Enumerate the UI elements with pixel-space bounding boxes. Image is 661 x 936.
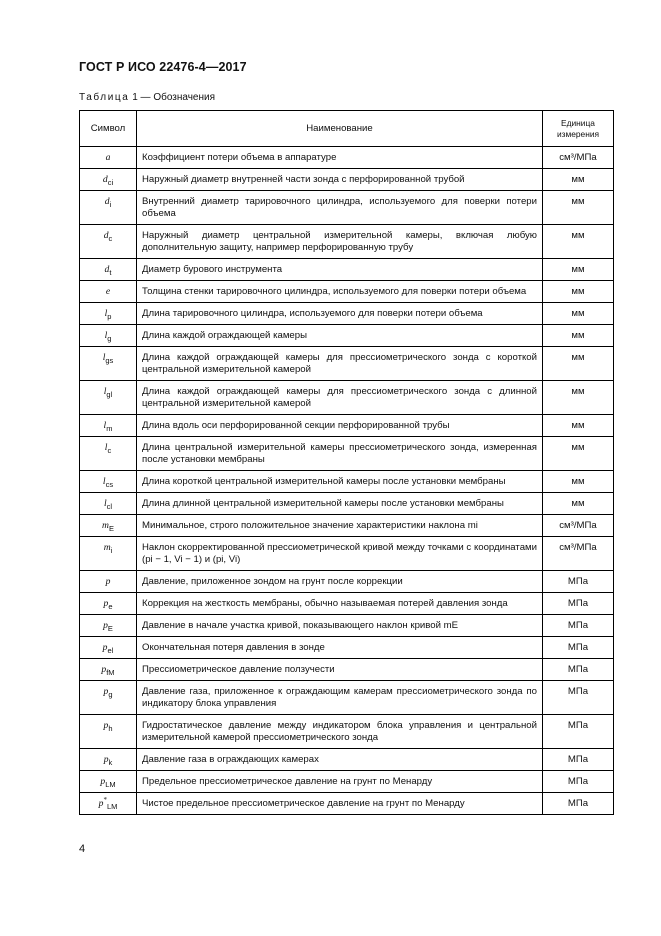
unit-cell: мм <box>543 191 614 225</box>
table-row <box>80 259 614 281</box>
unit-cell: МПа <box>543 793 614 815</box>
symbol-cell <box>80 515 137 537</box>
symbol-letter: m <box>102 520 109 531</box>
table-caption <box>79 92 215 103</box>
symbol-cell <box>80 471 137 493</box>
symbol-letter: l <box>103 420 107 431</box>
symbol-cell <box>80 303 137 325</box>
table-row <box>80 615 614 637</box>
table-row <box>80 749 614 771</box>
symbol-subscript: LM <box>106 802 118 811</box>
unit-cell: мм <box>543 415 614 437</box>
symbol-superscript: * <box>103 796 107 804</box>
table-row <box>80 659 614 681</box>
symbol-letter: p <box>103 686 109 697</box>
name-cell: Прессиометрическое давление ползучести <box>137 659 543 681</box>
symbol-letter: l <box>102 352 106 363</box>
table-caption-label: Таблица <box>79 92 130 103</box>
table-header-row <box>80 111 614 147</box>
table-row <box>80 637 614 659</box>
unit-cell: мм <box>543 169 614 191</box>
symbol-subscript: c <box>108 234 113 243</box>
table-row <box>80 281 614 303</box>
symbol-letter: p <box>105 576 111 587</box>
name-cell: Длина центральной измерительной камеры прессиометрического зонда, измеренная после установки мембраны <box>137 437 543 471</box>
symbols-table <box>79 110 614 815</box>
unit-cell: мм <box>543 281 614 303</box>
name-cell: Чистое предельное прессиометрическое давление на грунт по Менарду <box>137 793 543 815</box>
symbol-cell <box>80 715 137 749</box>
name-cell: Коррекция на жесткость мембраны, обычно называемая потерей давления зонда <box>137 593 543 615</box>
name-cell: Длина короткой центральной измерительной камеры после установки мембраны <box>137 471 543 493</box>
name-cell: Внутренний диаметр тарировочного цилиндра, используемого для поверки потери объема <box>137 191 543 225</box>
name-cell: Толщина стенки тарировочного цилиндра, используемого для поверки потери объема <box>137 281 543 303</box>
table-row <box>80 715 614 749</box>
unit-cell: МПа <box>543 715 614 749</box>
document-header: ГОСТ Р ИСО 22476-4—2017 <box>79 60 247 74</box>
table-caption-text: 1 — Обозначения <box>132 92 216 103</box>
name-cell: Давление газа в ограждающих камерах <box>137 749 543 771</box>
symbol-subscript: p <box>107 312 112 321</box>
name-cell: Длина тарировочного цилиндра, используемого для поверки потери объема <box>137 303 543 325</box>
unit-cell: МПа <box>543 571 614 593</box>
unit-cell: см³/МПа <box>543 537 614 571</box>
unit-cell: мм <box>543 437 614 471</box>
symbol-letter: p <box>98 798 104 809</box>
unit-cell: мм <box>543 259 614 281</box>
symbol-cell <box>80 659 137 681</box>
symbol-cell <box>80 147 137 169</box>
symbol-letter: d <box>102 174 108 185</box>
table-row <box>80 471 614 493</box>
symbol-cell <box>80 381 137 415</box>
table-row <box>80 347 614 381</box>
unit-cell: см³/МПа <box>543 515 614 537</box>
symbol-cell <box>80 571 137 593</box>
table-row <box>80 593 614 615</box>
symbol-letter: p <box>103 598 109 609</box>
symbol-subscript: i <box>109 200 112 209</box>
name-cell: Длина каждой ограждающей камеры <box>137 325 543 347</box>
symbol-subscript: c <box>107 446 112 455</box>
name-cell: Длина каждой ограждающей камеры для прессиометрического зонда с длинной центральной измерительной камерой <box>137 381 543 415</box>
symbol-subscript: g <box>108 690 113 699</box>
symbol-cell <box>80 281 137 303</box>
symbol-cell <box>80 537 137 571</box>
table-row <box>80 191 614 225</box>
symbol-subscript: gs <box>105 356 114 365</box>
table-row <box>80 147 614 169</box>
symbol-cell <box>80 415 137 437</box>
column-header-unit: Единица измерения <box>543 111 614 147</box>
symbol-subscript: el <box>107 646 114 655</box>
name-cell: Длина вдоль оси перфорированной секции перфорированной трубы <box>137 415 543 437</box>
name-cell: Наружный диаметр центральной измерительной камеры, включая любую дополнительную защиту, например перфорированную трубу <box>137 225 543 259</box>
table-row <box>80 793 614 815</box>
symbol-cell <box>80 771 137 793</box>
unit-cell: мм <box>543 347 614 381</box>
symbol-letter: l <box>104 442 108 453</box>
symbol-letter: l <box>102 476 106 487</box>
symbol-letter: p <box>103 620 108 631</box>
symbol-letter: l <box>104 330 108 341</box>
symbol-cell <box>80 793 137 815</box>
name-cell: Длина длинной центральной измерительной камеры после установки мембраны <box>137 493 543 515</box>
symbol-subscript: fM <box>106 668 115 677</box>
table-row <box>80 381 614 415</box>
symbol-subscript: i <box>110 546 113 555</box>
symbol-cell <box>80 169 137 191</box>
unit-cell: МПа <box>543 593 614 615</box>
column-header-symbol: Символ <box>80 111 137 147</box>
symbol-letter: a <box>105 152 111 163</box>
unit-cell: мм <box>543 225 614 259</box>
name-cell: Диаметр бурового инструмента <box>137 259 543 281</box>
symbol-subscript: k <box>108 758 113 767</box>
table-row <box>80 415 614 437</box>
unit-cell: МПа <box>543 771 614 793</box>
unit-cell: мм <box>543 381 614 415</box>
symbol-subscript: LM <box>105 780 116 789</box>
symbol-letter: e <box>105 286 111 297</box>
name-cell: Длина каждой ограждающей камеры для прессиометрического зонда с короткой центральной измерительной камерой <box>137 347 543 381</box>
unit-cell: МПа <box>543 637 614 659</box>
symbol-cell <box>80 325 137 347</box>
symbol-letter: d <box>104 264 110 275</box>
symbol-subscript: h <box>108 724 113 733</box>
table-body <box>80 147 614 815</box>
symbol-letter: d <box>103 230 109 241</box>
column-header-name: Наименование <box>137 111 543 147</box>
symbol-cell <box>80 347 137 381</box>
symbol-cell <box>80 225 137 259</box>
symbol-letter: p <box>101 664 107 675</box>
name-cell: Коэффициент потери объема в аппаратуре <box>137 147 543 169</box>
symbol-cell <box>80 637 137 659</box>
name-cell: Давление газа, приложенное к ограждающим камерам прессиометрического зонда по индикатору блока управления <box>137 681 543 715</box>
table-row <box>80 303 614 325</box>
symbol-cell <box>80 681 137 715</box>
name-cell: Давление в начале участка кривой, показывающего наклон кривой mE <box>137 615 543 637</box>
table-row <box>80 493 614 515</box>
symbol-cell <box>80 493 137 515</box>
unit-cell: МПа <box>543 681 614 715</box>
symbol-letter: p <box>103 720 109 731</box>
symbol-subscript: E <box>107 624 113 633</box>
unit-cell: МПа <box>543 749 614 771</box>
symbol-cell <box>80 593 137 615</box>
symbol-subscript: cl <box>106 502 113 511</box>
name-cell: Давление, приложенное зондом на грунт после коррекции <box>137 571 543 593</box>
table-row <box>80 437 614 471</box>
table-row <box>80 537 614 571</box>
symbol-subscript: g <box>107 334 112 343</box>
symbol-subscript: E <box>108 524 114 533</box>
unit-cell: см³/МПа <box>543 147 614 169</box>
symbol-cell <box>80 259 137 281</box>
symbol-subscript: m <box>106 424 113 433</box>
symbol-letter: p <box>102 642 108 653</box>
symbol-subscript: cs <box>105 480 114 489</box>
symbol-subscript: t <box>109 268 112 277</box>
unit-cell: МПа <box>543 659 614 681</box>
table-row <box>80 515 614 537</box>
table-row <box>80 225 614 259</box>
symbol-letter: l <box>103 386 107 397</box>
unit-cell: мм <box>543 303 614 325</box>
symbol-cell <box>80 437 137 471</box>
name-cell: Наклон скорректированной прессиометрической кривой между точками с координатами (pi − 1, Vi − 1) и (pi, Vi) <box>137 537 543 571</box>
table-row <box>80 571 614 593</box>
name-cell: Гидростатическое давление между индикатором блока управления и центральной измерительной камерой прессиометрического зонда <box>137 715 543 749</box>
unit-cell: МПа <box>543 615 614 637</box>
symbol-letter: l <box>104 308 108 319</box>
symbol-letter: p <box>103 754 109 765</box>
table-row <box>80 771 614 793</box>
name-cell: Минимальное, строго положительное значение характеристики наклона mi <box>137 515 543 537</box>
table-row <box>80 681 614 715</box>
symbol-letter: m <box>103 542 111 553</box>
symbol-letter: p <box>100 776 106 787</box>
table-row <box>80 325 614 347</box>
symbol-subscript: e <box>108 602 113 611</box>
name-cell: Предельное прессиометрическое давление на грунт по Менарду <box>137 771 543 793</box>
unit-cell: мм <box>543 471 614 493</box>
unit-cell: мм <box>543 325 614 347</box>
symbol-letter: d <box>104 196 110 207</box>
symbol-cell <box>80 615 137 637</box>
table-row <box>80 169 614 191</box>
unit-cell: мм <box>543 493 614 515</box>
symbol-subscript: gl <box>106 390 113 399</box>
page-number: 4 <box>79 843 86 855</box>
symbol-cell <box>80 749 137 771</box>
name-cell: Наружный диаметр внутренней части зонда с перфорированной трубой <box>137 169 543 191</box>
name-cell: Окончательная потеря давления в зонде <box>137 637 543 659</box>
symbol-letter: l <box>103 498 107 509</box>
symbol-cell <box>80 191 137 225</box>
symbol-subscript: ci <box>107 178 114 187</box>
